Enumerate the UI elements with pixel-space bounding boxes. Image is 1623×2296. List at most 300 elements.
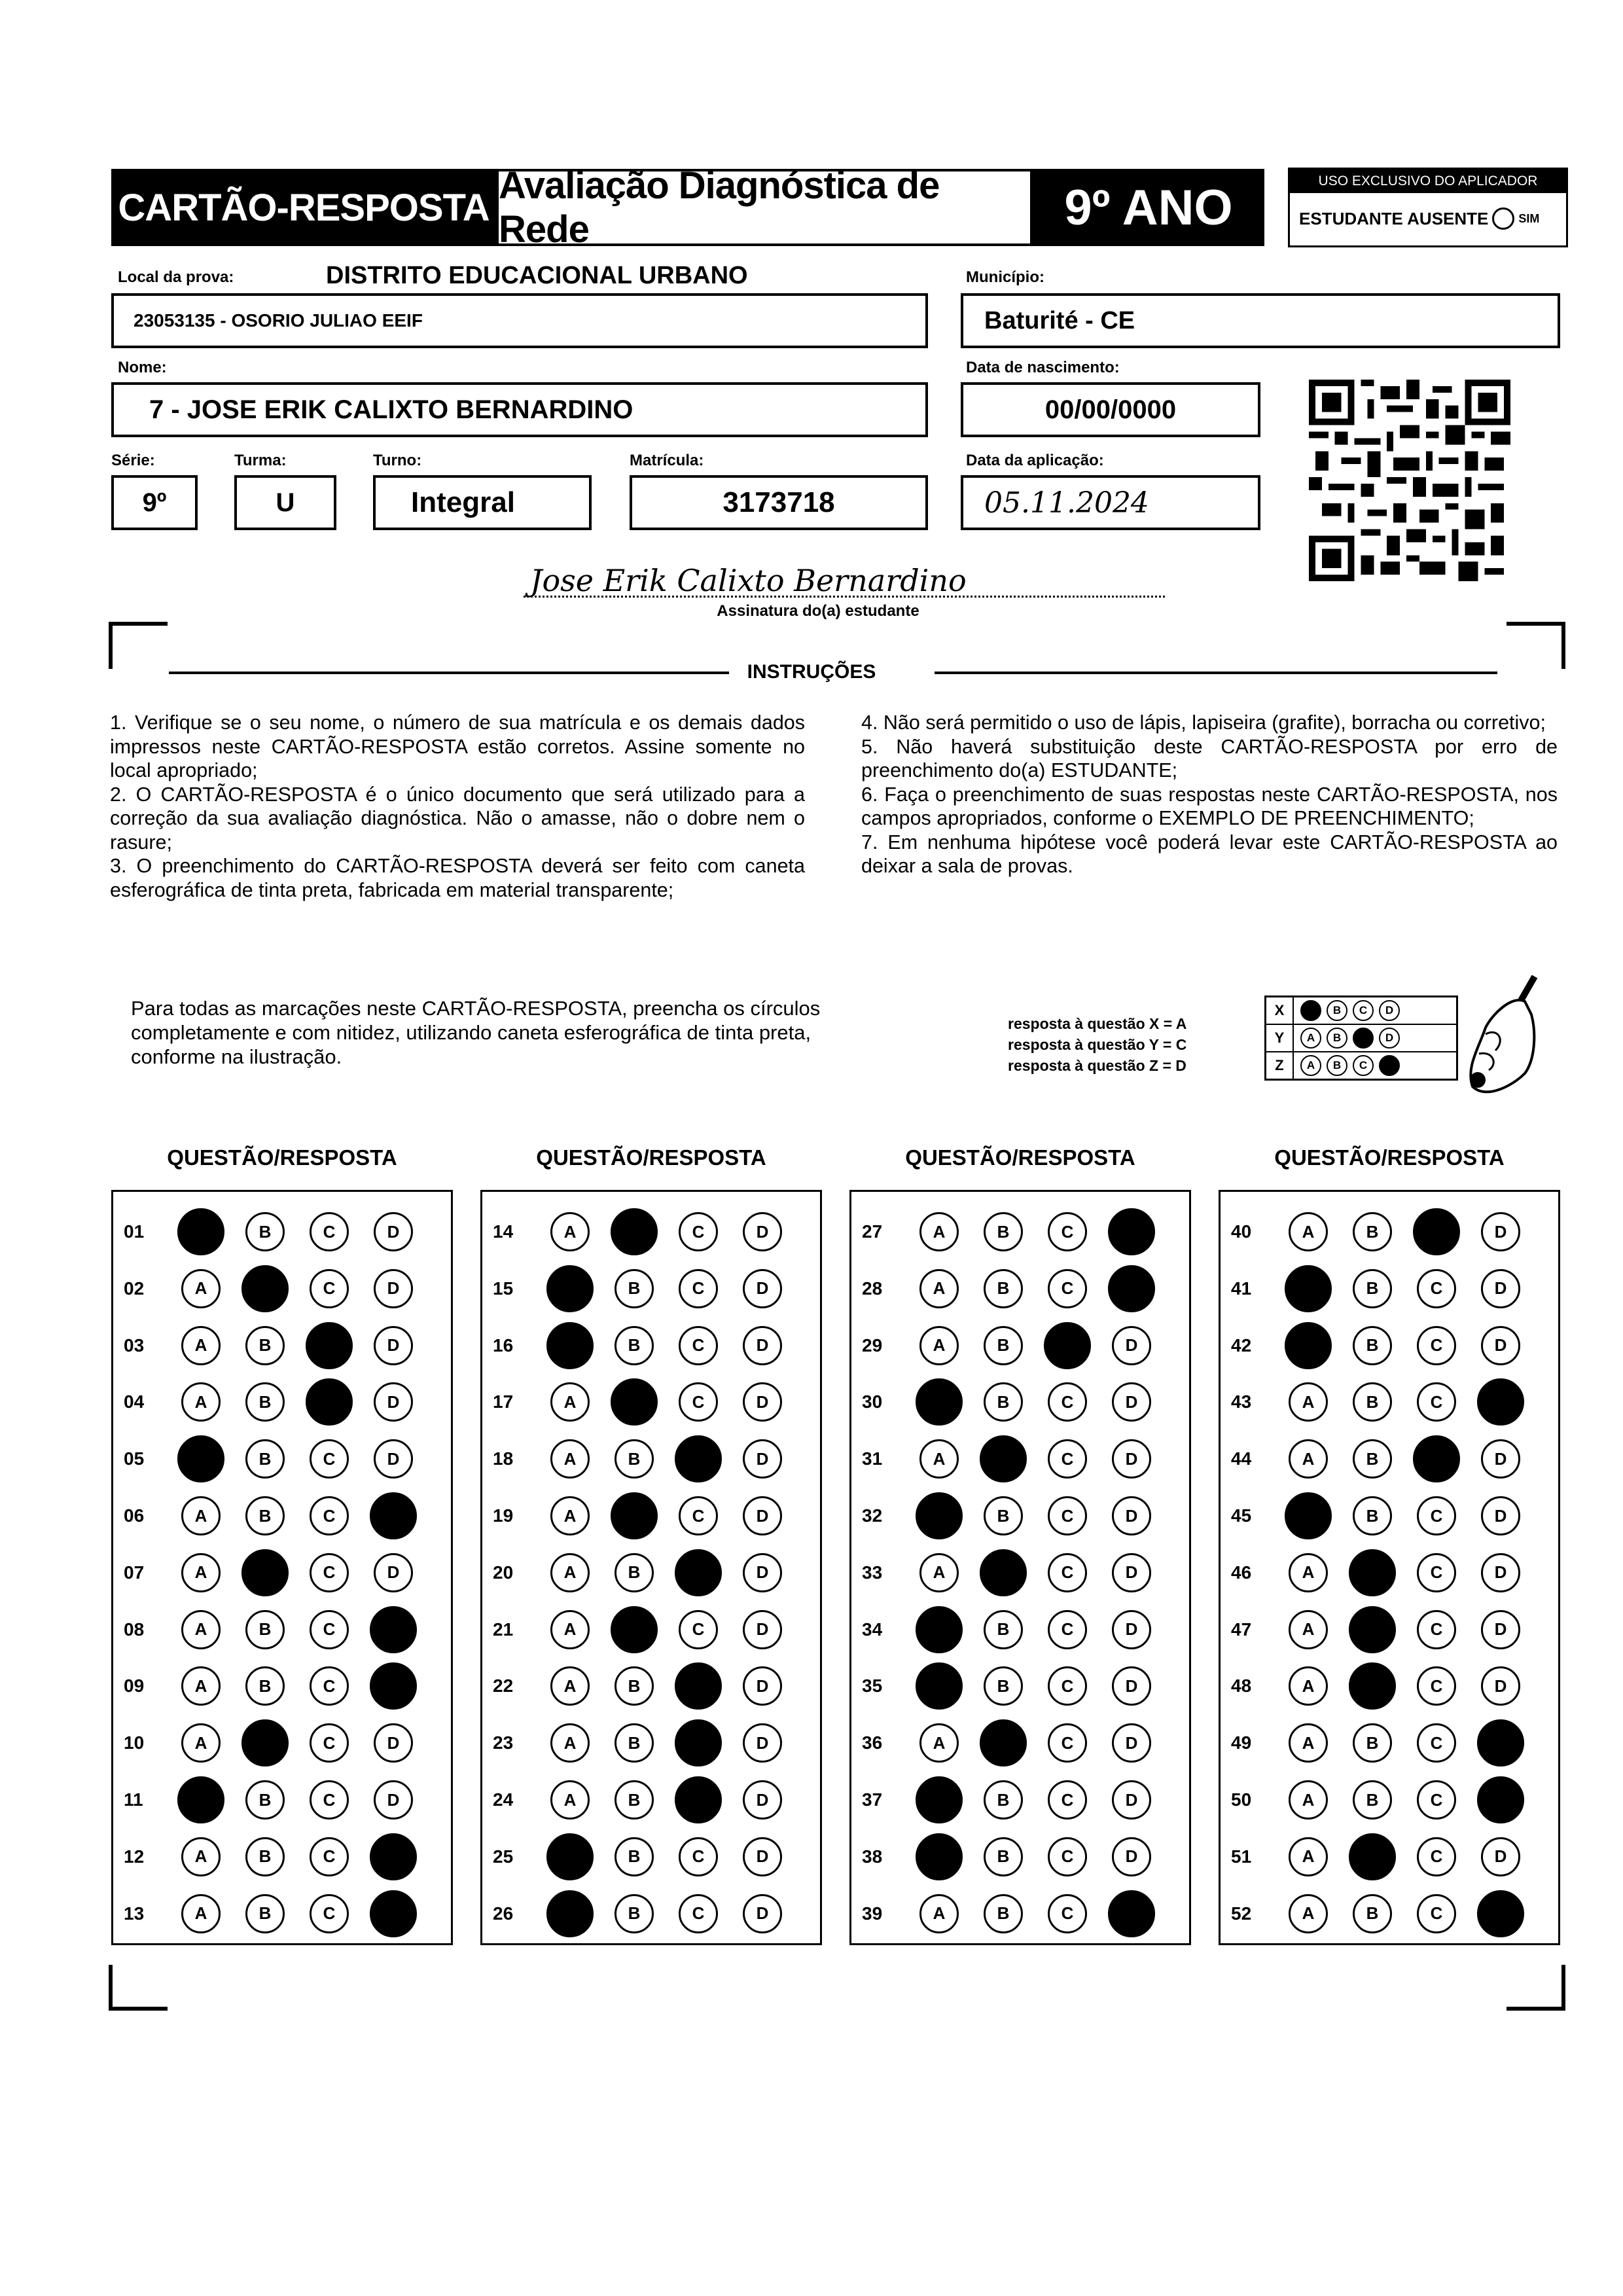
question-number: 29 [862,1335,883,1355]
answer-bubble-filled[interactable] [1044,1322,1091,1369]
answer-bubble[interactable]: C [1048,1212,1087,1251]
answer-bubble-filled[interactable] [1477,1890,1524,1937]
answer-bubble[interactable]: A [550,1666,590,1706]
question-number: 45 [1231,1505,1252,1526]
answer-bubble-filled[interactable] [1349,1662,1396,1710]
answer-bubble[interactable]: C [1048,1496,1087,1535]
instruction-2: 2. O CARTÃO-RESPOSTA é o único documento que será utilizado para a correção da sua avaliação diagnóstica. Não o amasse, não o dobre nem o rasure; [110,783,805,853]
instruction-6: 6. Faça o preenchimento de suas respostas neste CARTÃO-RESPOSTA, nos campos apropriados, conforme o EXEMPLO DE PREENCHIMENTO; [861,783,1558,829]
answer-bubble[interactable]: B [1353,1439,1392,1479]
answer-bubble[interactable]: C [679,1837,718,1876]
answer-bubble[interactable]: D [1481,1666,1520,1706]
answer-bubble[interactable]: A [181,1553,221,1592]
answer-bubble[interactable]: C [1048,1553,1087,1592]
question-number: 16 [493,1335,514,1355]
applicator-box [1288,168,1568,247]
serie-label: Série: [111,452,155,469]
answer-row [482,1323,807,1369]
answer-bubble[interactable]: B [984,1269,1023,1308]
answer-bubble[interactable]: B [615,1780,654,1820]
answer-bubble[interactable]: B [984,1780,1023,1820]
answer-bubble[interactable]: C [1417,1553,1456,1592]
answer-bubble-filled[interactable] [370,1890,417,1937]
answer-bubble[interactable]: D [1112,1382,1151,1422]
answer-bubble[interactable]: D [1112,1326,1151,1365]
answer-bubble-filled[interactable] [1285,1322,1332,1369]
answer-row [113,1834,438,1880]
answer-bubble[interactable]: C [310,1610,349,1649]
answer-bubble[interactable]: C [310,1212,349,1251]
student-signature: Jose Erik Calixto Bernardino [530,563,967,598]
answer-bubble[interactable]: C [1417,1269,1456,1308]
nome-field: 7 - JOSE ERIK CALIXTO BERNARDINO [111,382,928,437]
answer-bubble[interactable]: A [919,1439,959,1479]
answer-bubble[interactable]: D [374,1723,413,1763]
answer-bubble[interactable]: B [1353,1212,1392,1251]
answer-bubble[interactable]: B [245,1610,285,1649]
answer-bubble[interactable]: A [181,1326,221,1365]
answer-row [482,1777,807,1823]
answer-bubble[interactable]: C [679,1212,718,1251]
answer-bubble-filled[interactable] [980,1719,1027,1767]
answer-bubble[interactable]: B [984,1326,1023,1365]
answer-bubble[interactable]: C [1048,1780,1087,1820]
answer-bubble[interactable]: C [679,1610,718,1649]
answer-bubble-filled[interactable] [675,1719,722,1767]
answer-bubble[interactable]: C [1417,1610,1456,1649]
answer-bubble[interactable]: A [1289,1723,1328,1763]
answer-bubble[interactable]: B [615,1723,654,1763]
answer-bubble[interactable]: C [1048,1382,1087,1422]
answer-bubble[interactable]: D [743,1326,782,1365]
answer-bubble[interactable]: A [919,1269,959,1308]
answer-bubble-filled[interactable] [1285,1265,1332,1312]
answer-bubble[interactable]: B [1353,1326,1392,1365]
answer-bubble[interactable]: D [743,1723,782,1763]
answer-bubble[interactable]: C [1048,1837,1087,1876]
answer-bubble-filled[interactable] [611,1378,658,1426]
answer-bubble[interactable]: C [1048,1666,1087,1706]
answer-row [113,1266,438,1312]
answer-bubble[interactable]: A [181,1723,221,1763]
answer-bubble[interactable]: C [679,1382,718,1422]
answer-bubble[interactable]: B [984,1382,1023,1422]
instruction-7: 7. Em nenhuma hipótese você poderá levar este CARTÃO-RESPOSTA ao deixar a sala de provas. [861,831,1558,877]
answer-bubble-filled[interactable] [1477,1776,1524,1823]
question-number: 48 [1231,1676,1252,1696]
answer-bubble-filled[interactable] [916,1662,963,1710]
answer-bubble[interactable]: A [181,1496,221,1535]
answer-bubble-filled[interactable] [546,1890,594,1937]
question-number: 02 [124,1278,145,1299]
answer-bubble[interactable]: C [1417,1666,1456,1706]
answer-bubble[interactable]: C [310,1666,349,1706]
answer-bubble[interactable]: B [615,1326,654,1365]
answer-bubble-filled[interactable] [546,1322,594,1369]
answer-bubble[interactable]: D [1112,1780,1151,1820]
answer-bubble[interactable]: C [1417,1496,1456,1535]
answer-bubble[interactable]: D [1481,1553,1520,1592]
answer-row [1221,1720,1545,1766]
municipio-field: Baturité - CE [961,293,1560,348]
answer-row [1221,1209,1545,1255]
grade-badge: 9º ANO [1033,169,1264,246]
answer-bubble[interactable]: B [984,1610,1023,1649]
answer-row [1221,1266,1545,1312]
answer-bubble[interactable]: A [1289,1610,1328,1649]
answer-bubble[interactable]: D [1112,1439,1151,1479]
answer-bubble[interactable]: A [919,1553,959,1592]
question-number: 22 [493,1676,514,1696]
answer-bubble[interactable]: D [1112,1723,1151,1763]
answer-row [113,1720,438,1766]
question-number: 01 [124,1221,145,1242]
answer-bubble[interactable]: A [1289,1837,1328,1876]
answer-bubble[interactable]: A [550,1439,590,1479]
answer-bubble[interactable]: C [310,1439,349,1479]
answer-bubble[interactable]: B [245,1894,285,1933]
answer-bubble[interactable]: A [550,1496,590,1535]
answer-bubble[interactable]: A [1289,1439,1328,1479]
answer-bubble-filled[interactable] [980,1435,1027,1482]
answer-bubble-filled[interactable] [1285,1492,1332,1539]
answer-bubble[interactable]: B [984,1894,1023,1933]
answer-bubble-filled[interactable] [1413,1208,1460,1255]
applicator-title: USO EXCLUSIVO DO APLICADOR [1290,170,1566,193]
answer-bubble-filled[interactable] [306,1322,353,1369]
answer-bubble-filled[interactable] [916,1833,963,1880]
answer-bubble[interactable]: C [1417,1382,1456,1422]
answer-row [482,1209,807,1255]
example-row-label: Y [1266,1024,1294,1052]
question-number: 33 [862,1562,883,1583]
answer-bubble-filled[interactable] [1349,1606,1396,1653]
answer-bubble[interactable]: B [245,1666,285,1706]
matricula-field: 3173718 [630,475,928,530]
question-number: 38 [862,1846,883,1867]
answer-bubble-filled[interactable] [675,1549,722,1596]
nome-label: Nome: [118,359,167,376]
example-row-label: X [1266,997,1294,1025]
question-number: 18 [493,1448,514,1469]
answer-bubble-filled[interactable] [177,1208,224,1255]
answer-bubble[interactable]: C [1417,1780,1456,1820]
answer-bubble-filled[interactable] [916,1492,963,1539]
answer-bubble-filled[interactable] [370,1492,417,1539]
answer-row [482,1379,807,1425]
answer-bubble[interactable]: C [310,1269,349,1308]
question-number: 26 [493,1903,514,1924]
question-number: 10 [124,1732,145,1753]
question-number: 32 [862,1505,883,1526]
answer-bubble[interactable]: B [984,1496,1023,1535]
question-number: 34 [862,1619,883,1640]
answer-bubble[interactable]: A [1289,1894,1328,1933]
nascimento-field: 00/00/0000 [961,382,1260,437]
question-number: 21 [493,1619,514,1640]
answer-bubble[interactable]: C [679,1269,718,1308]
question-number: 27 [862,1221,883,1242]
answer-bubble-filled[interactable] [675,1435,722,1482]
answer-row [482,1891,807,1937]
answer-bubble[interactable]: B [245,1212,285,1251]
answer-bubble[interactable]: B [245,1382,285,1422]
answer-bubble[interactable]: C [1417,1326,1456,1365]
answer-bubble[interactable]: B [615,1269,654,1308]
answer-bubble[interactable]: D [1112,1610,1151,1649]
aplicacao-label: Data da aplicação: [966,452,1104,469]
question-number: 41 [1231,1278,1252,1299]
answer-bubble[interactable]: C [1048,1439,1087,1479]
answer-bubble[interactable]: A [1289,1212,1328,1251]
answer-bubble[interactable]: D [743,1439,782,1479]
answer-bubble-filled[interactable] [611,1208,658,1255]
answer-bubble[interactable]: B [245,1496,285,1535]
answer-bubble-filled[interactable] [1108,1265,1155,1312]
column-title: QUESTÃO/RESPOSTA [536,1145,766,1170]
answer-bubble[interactable]: C [1048,1894,1087,1933]
question-number: 11 [124,1789,143,1810]
answer-bubble[interactable]: A [181,1382,221,1422]
example-bubble [1353,1028,1374,1049]
answer-row [113,1323,438,1369]
answer-bubble[interactable]: A [181,1610,221,1649]
answer-bubble-filled[interactable] [1477,1719,1524,1767]
answer-bubble[interactable]: A [550,1553,590,1592]
answer-bubble-filled[interactable] [675,1776,722,1823]
answer-bubble[interactable]: A [919,1326,959,1365]
instruction-3: 3. O preenchimento do CARTÃO-RESPOSTA deverá ser feito com caneta esferográfica de tinta preta, fabricada em material transparente; [110,855,805,901]
answer-bubble[interactable]: D [1481,1212,1520,1251]
answer-bubble[interactable]: D [374,1553,413,1592]
answer-bubble[interactable]: D [743,1269,782,1308]
answer-row [113,1493,438,1539]
answer-bubble[interactable]: B [1353,1723,1392,1763]
answer-row [482,1493,807,1539]
answer-bubble[interactable]: A [550,1780,590,1820]
answer-bubble[interactable]: A [181,1894,221,1933]
answer-bubble[interactable]: B [615,1894,654,1933]
answer-bubble[interactable]: D [743,1837,782,1876]
answer-bubble-filled[interactable] [916,1378,963,1426]
answer-bubble[interactable]: D [1481,1496,1520,1535]
exam-title: Avaliação Diagnóstica de Rede [496,169,1033,246]
answer-bubble[interactable]: D [374,1326,413,1365]
instructions-left [110,711,805,902]
answer-bubble[interactable]: B [1353,1894,1392,1933]
example-legend-y: resposta à questão Y = C [1008,1036,1187,1053]
answer-bubble[interactable]: C [1048,1269,1087,1308]
answer-bubble[interactable]: A [550,1610,590,1649]
answer-bubble[interactable]: D [1112,1666,1151,1706]
answer-bubble-filled[interactable] [916,1606,963,1653]
example-legend-x: resposta à questão X = A [1008,1015,1187,1032]
answer-bubble[interactable]: B [615,1666,654,1706]
answer-bubble-filled[interactable] [241,1549,289,1596]
answer-row [851,1493,1176,1539]
answer-bubble-filled[interactable] [370,1833,417,1880]
answer-bubble[interactable]: A [1289,1382,1328,1422]
answer-bubble[interactable]: D [1481,1269,1520,1308]
example-bubble: C [1353,1000,1374,1021]
corner-top-right-v [1561,622,1565,669]
answer-row [1221,1834,1545,1880]
answer-bubble[interactable]: D [1112,1837,1151,1876]
question-number: 39 [862,1903,883,1924]
answer-bubble[interactable]: C [1417,1837,1456,1876]
answer-bubble[interactable]: D [743,1610,782,1649]
card-title: CARTÃO-RESPOSTA [111,169,496,246]
answer-bubble-filled[interactable] [1349,1549,1396,1596]
example-bubble [1379,1055,1400,1076]
answer-bubble-filled[interactable] [177,1435,224,1482]
question-number: 52 [1231,1903,1252,1924]
answer-bubble[interactable]: D [743,1666,782,1706]
answer-bubble[interactable]: A [1289,1666,1328,1706]
answer-bubble[interactable]: D [743,1496,782,1535]
question-number: 07 [124,1562,145,1583]
absent-yes-label: SIM [1518,211,1540,225]
answer-bubble[interactable]: C [1417,1894,1456,1933]
answer-bubble[interactable]: A [181,1269,221,1308]
instructions-rule-left [169,672,729,674]
answer-row [1221,1379,1545,1425]
answer-bubble[interactable]: B [615,1837,654,1876]
answer-bubble[interactable]: B [984,1212,1023,1251]
answer-bubble-filled[interactable] [177,1776,224,1823]
instructions-right [861,711,1558,878]
answer-bubble[interactable]: B [984,1837,1023,1876]
answer-bubble[interactable]: D [1481,1837,1520,1876]
answer-bubble-filled[interactable] [241,1719,289,1767]
answer-bubble-filled[interactable] [1413,1435,1460,1482]
answer-bubble[interactable]: D [1112,1496,1151,1535]
answer-bubble[interactable]: C [679,1894,718,1933]
answer-bubble[interactable]: B [1353,1382,1392,1422]
question-number: 25 [493,1846,514,1867]
answer-bubble[interactable]: D [743,1553,782,1592]
answer-bubble-filled[interactable] [306,1378,353,1426]
question-number: 47 [1231,1619,1252,1640]
corner-bottom-right-v [1561,1965,1565,2011]
answer-bubble[interactable]: D [1481,1326,1520,1365]
answer-bubble[interactable]: C [679,1326,718,1365]
answer-bubble-filled[interactable] [916,1776,963,1823]
answer-bubble-filled[interactable] [1349,1833,1396,1880]
answer-bubble[interactable]: B [1353,1496,1392,1535]
question-number: 23 [493,1732,514,1753]
answer-bubble[interactable]: A [181,1837,221,1876]
answer-bubble[interactable]: C [1048,1610,1087,1649]
answer-bubble[interactable]: C [310,1837,349,1876]
answer-bubble[interactable]: D [1481,1439,1520,1479]
answer-bubble[interactable]: A [919,1723,959,1763]
answer-bubble[interactable]: C [310,1496,349,1535]
answer-bubble[interactable]: C [1417,1723,1456,1763]
answer-bubble[interactable]: C [310,1723,349,1763]
answer-bubble[interactable]: B [245,1780,285,1820]
instructions-title: INSTRUÇÕES [747,661,876,683]
municipio-label: Município: [966,268,1044,286]
answer-bubble-filled[interactable] [241,1265,289,1312]
answer-bubble[interactable]: A [919,1894,959,1933]
answer-bubble-filled[interactable] [1108,1208,1155,1255]
answer-bubble[interactable]: C [1048,1723,1087,1763]
answer-bubble[interactable]: D [374,1212,413,1251]
corner-top-right-h [1507,622,1565,626]
answer-bubble[interactable]: B [615,1439,654,1479]
answer-bubble[interactable]: D [743,1780,782,1820]
answer-row [851,1436,1176,1482]
answer-bubble-filled[interactable] [611,1492,658,1539]
answer-bubble[interactable]: A [550,1723,590,1763]
question-number: 50 [1231,1789,1252,1810]
answer-bubble[interactable]: A [550,1382,590,1422]
answer-bubble[interactable]: A [1289,1553,1328,1592]
answer-row [851,1379,1176,1425]
example-bubble: A [1300,1028,1321,1049]
answer-row [482,1663,807,1709]
answer-bubble[interactable]: C [310,1894,349,1933]
answer-bubble[interactable]: D [1481,1610,1520,1649]
answer-bubble-filled[interactable] [611,1606,658,1653]
answer-bubble[interactable]: A [550,1212,590,1251]
answer-row [851,1550,1176,1596]
qr-code [1309,380,1510,581]
answer-bubble[interactable]: C [310,1553,349,1592]
nascimento-label: Data de nascimento: [966,359,1120,376]
answer-bubble[interactable]: A [919,1212,959,1251]
answer-bubble[interactable]: D [743,1894,782,1933]
answer-bubble-filled[interactable] [370,1606,417,1653]
answer-bubble[interactable]: D [374,1780,413,1820]
answer-bubble[interactable]: A [181,1666,221,1706]
answer-bubble[interactable]: A [1289,1780,1328,1820]
corner-bottom-right-h [1507,2007,1565,2011]
answer-bubble-filled[interactable] [546,1265,594,1312]
example-legend-z: resposta à questão Z = D [1008,1057,1186,1074]
answer-bubble-filled[interactable] [546,1833,594,1880]
answer-bubble[interactable]: C [310,1780,349,1820]
answer-bubble[interactable]: B [984,1666,1023,1706]
answer-bubble-filled[interactable] [1477,1378,1524,1426]
answer-bubble[interactable]: B [615,1553,654,1592]
instructions-rule-right [935,672,1497,674]
answer-column [849,1190,1191,1945]
answer-bubble-filled[interactable] [675,1662,722,1710]
answer-bubble[interactable]: B [1353,1780,1392,1820]
answer-bubble[interactable]: D [743,1212,782,1251]
answer-bubble[interactable]: B [245,1439,285,1479]
answer-bubble[interactable]: D [743,1382,782,1422]
answer-bubble-filled[interactable] [980,1549,1027,1596]
answer-bubble[interactable]: B [1353,1269,1392,1308]
answer-bubble-filled[interactable] [1108,1890,1155,1937]
answer-bubble[interactable]: D [1112,1553,1151,1592]
answer-row [1221,1777,1545,1823]
question-number: 24 [493,1789,514,1810]
answer-bubble[interactable]: D [374,1269,413,1308]
answer-bubble[interactable]: B [245,1326,285,1365]
answer-bubble[interactable]: D [374,1439,413,1479]
example-bubble: B [1327,1000,1347,1021]
answer-bubble[interactable]: B [245,1837,285,1876]
answer-bubble-filled[interactable] [370,1662,417,1710]
answer-row [113,1550,438,1596]
answer-bubble[interactable]: D [374,1382,413,1422]
absent-bubble[interactable] [1492,207,1514,230]
answer-bubble[interactable]: C [679,1496,718,1535]
